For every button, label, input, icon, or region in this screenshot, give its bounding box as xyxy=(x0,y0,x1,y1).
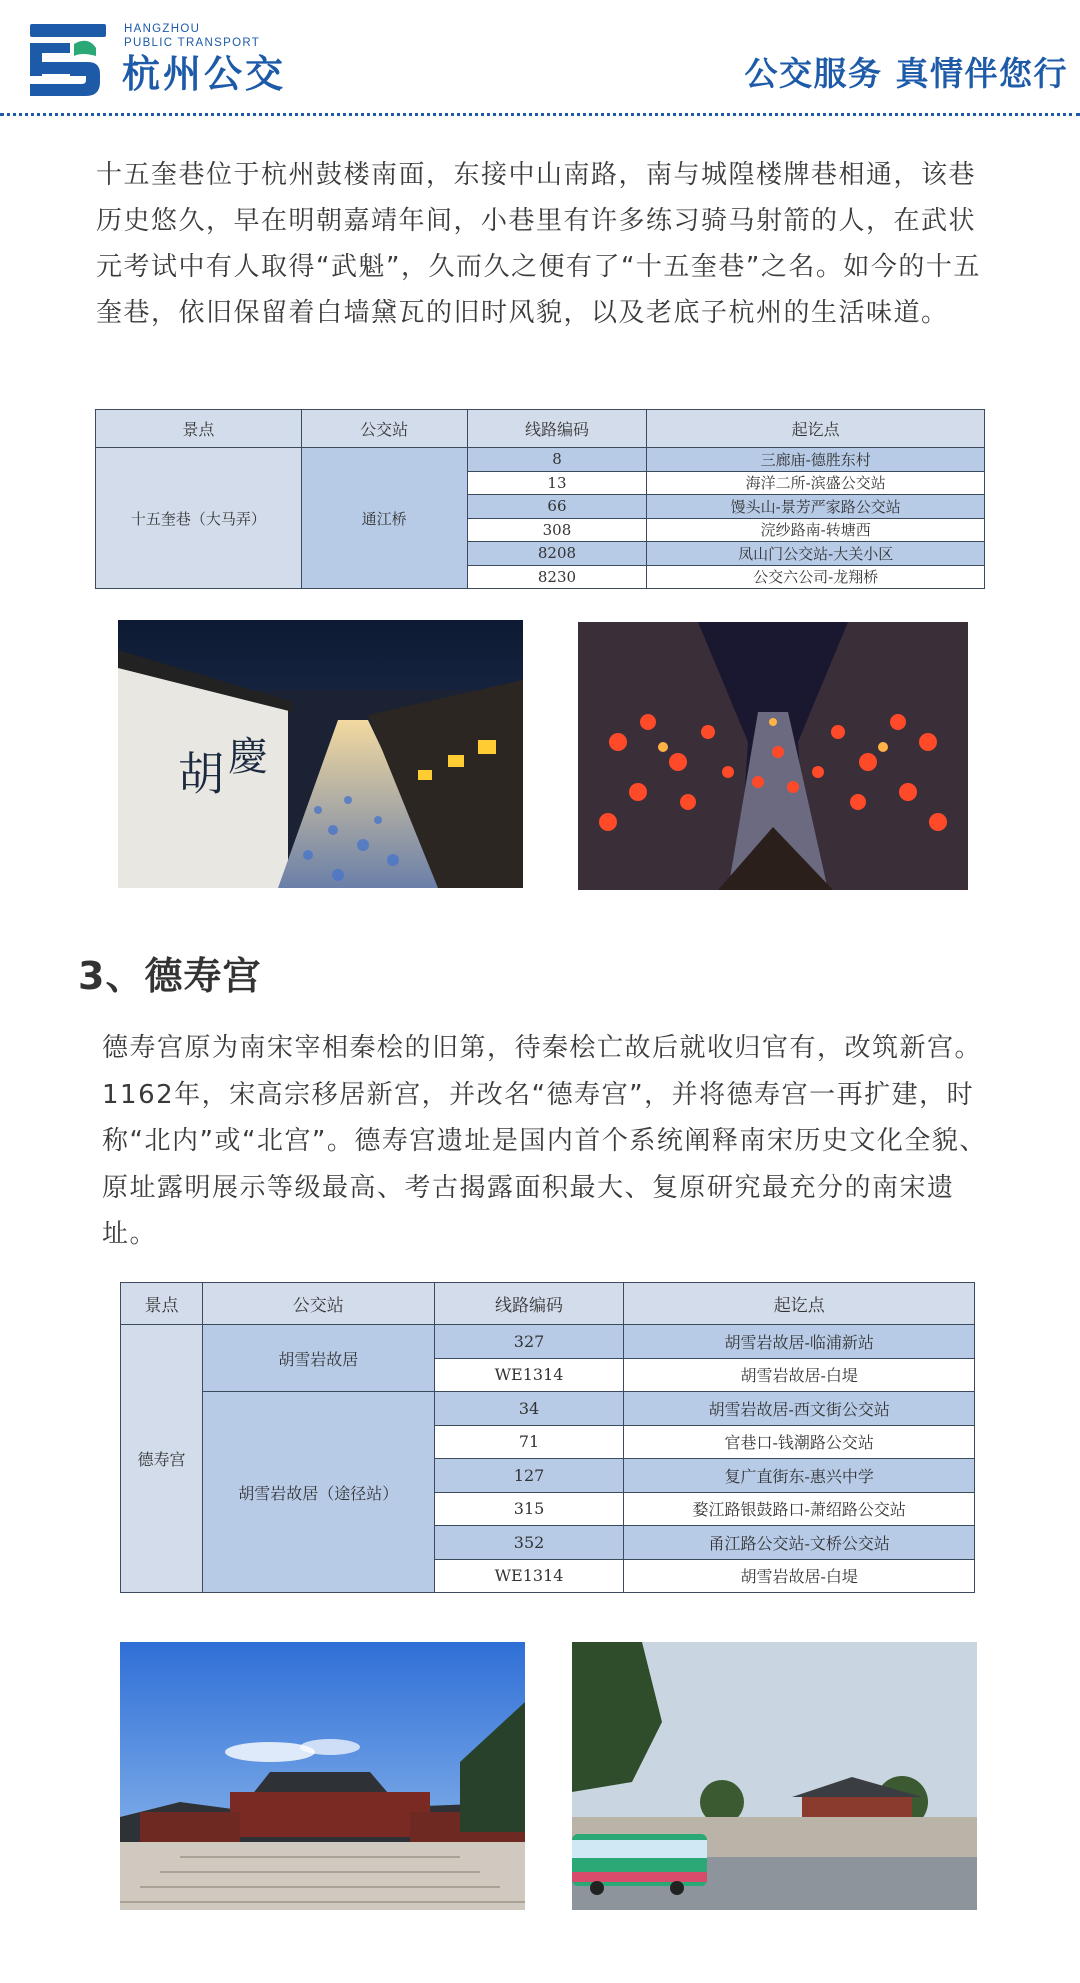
bus-at-palace-photo xyxy=(572,1642,977,1910)
route-cell: 34 xyxy=(434,1392,624,1426)
spot-cell: 德寿宫 xyxy=(121,1325,203,1593)
lantern-street-photo xyxy=(578,622,968,890)
route-cell: 66 xyxy=(467,495,647,519)
route-cell: 71 xyxy=(434,1425,624,1459)
route-cell: 13 xyxy=(467,471,647,495)
svg-text:慶: 慶 xyxy=(228,734,268,780)
section2-paragraph: 德寿宫原为南宋宰相秦桧的旧第，待秦桧亡故后就收归官有，改筑新宫。1162年，宋高宗移居新宫，并改名“德寿宫”，并将德寿宫一再扩建，时称“北内”或“北宫”。德寿宫遗址是国内首个系统阐释南宋历史文化全貌、原址露明展示等级最高、考古揭露面积最大、复原研究最充分的南宋遗址。 xyxy=(102,1033,987,1249)
logo-english-line2: PUBLIC TRANSPORT xyxy=(124,37,261,49)
header-slogan: 公交服务 真情伴您行 xyxy=(744,54,1068,93)
deshou-palace-photo xyxy=(120,1642,525,1910)
route-cell: 352 xyxy=(434,1526,624,1560)
endpoints-cell: 馒头山-景芳严家路公交站 xyxy=(647,495,985,519)
endpoints-cell: 胡雪岩故居-临浦新站 xyxy=(624,1325,975,1359)
logo-chinese-text: 杭州公交 xyxy=(122,52,287,96)
night-street-photo xyxy=(118,620,523,888)
endpoints-cell: 海洋二所-滨盛公交站 xyxy=(647,471,985,495)
table-header-row xyxy=(121,1283,975,1325)
station-cell: 通江桥 xyxy=(301,448,467,589)
bus-route-table-deshougong xyxy=(120,1282,975,1593)
endpoints-cell: 三廊庙-德胜东村 xyxy=(647,448,985,472)
logo-english-line1: HANGZHOU xyxy=(124,23,201,35)
section1-paragraph: 十五奎巷位于杭州鼓楼南面，东接中山南路，南与城隍楼牌巷相通，该巷历史悠久，早在明朝嘉靖年间，小巷里有许多练习骑马射箭的人，在武状元考试中有人取得“武魁”，久而久之便有了“十五奎巷”之名。如今的十五奎巷，依旧保留着白墙黛瓦的旧时风貌，以及老底子杭州的生活味道。 xyxy=(96,160,981,328)
header-endpoints: 起讫点 xyxy=(647,410,985,448)
endpoints-cell: 浣纱路南-转塘西 xyxy=(647,518,985,542)
endpoints-cell: 婺江路银鼓路口-萧绍路公交站 xyxy=(624,1492,975,1526)
header-divider xyxy=(0,113,1080,116)
header-route: 线路编码 xyxy=(434,1283,624,1325)
endpoints-cell: 胡雪岩故居-白堤 xyxy=(624,1559,975,1593)
header-endpoints: 起讫点 xyxy=(624,1283,975,1325)
page-header xyxy=(0,0,1080,118)
route-cell: 8 xyxy=(467,448,647,472)
station-cell: 胡雪岩故居 xyxy=(202,1325,434,1392)
route-cell: 308 xyxy=(467,518,647,542)
route-cell: WE1314 xyxy=(434,1358,624,1392)
svg-text:胡: 胡 xyxy=(178,747,224,801)
route-cell: 127 xyxy=(434,1459,624,1493)
bus-route-table-shiwukuixiang xyxy=(95,409,985,589)
endpoints-cell: 胡雪岩故居-西文街公交站 xyxy=(624,1392,975,1426)
table-header-row xyxy=(96,410,985,448)
endpoints-cell: 甬江路公交站-文桥公交站 xyxy=(624,1526,975,1560)
route-cell: 315 xyxy=(434,1492,624,1526)
endpoints-cell: 胡雪岩故居-白堤 xyxy=(624,1358,975,1392)
route-cell: WE1314 xyxy=(434,1559,624,1593)
route-cell: 327 xyxy=(434,1325,624,1359)
table-row xyxy=(121,1392,975,1426)
route-cell: 8230 xyxy=(467,565,647,589)
header-station: 公交站 xyxy=(202,1283,434,1325)
route-cell: 8208 xyxy=(467,542,647,566)
table-row xyxy=(96,448,985,472)
header-spot: 景点 xyxy=(121,1283,203,1325)
table-row xyxy=(121,1325,975,1359)
spot-cell: 十五奎巷（大马弄） xyxy=(96,448,302,589)
section2-heading: 3、德寿宫 xyxy=(78,954,262,998)
station-cell: 胡雪岩故居（途径站） xyxy=(202,1392,434,1593)
logo-english-text xyxy=(124,22,260,50)
header-station: 公交站 xyxy=(301,410,467,448)
endpoints-cell: 凤山门公交站-大关小区 xyxy=(647,542,985,566)
header-route: 线路编码 xyxy=(467,410,647,448)
hangzhou-bus-logo-icon xyxy=(30,22,106,98)
endpoints-cell: 复广直街东-惠兴中学 xyxy=(624,1459,975,1493)
endpoints-cell: 公交六公司-龙翔桥 xyxy=(647,565,985,589)
endpoints-cell: 官巷口-钱潮路公交站 xyxy=(624,1425,975,1459)
header-spot: 景点 xyxy=(96,410,302,448)
